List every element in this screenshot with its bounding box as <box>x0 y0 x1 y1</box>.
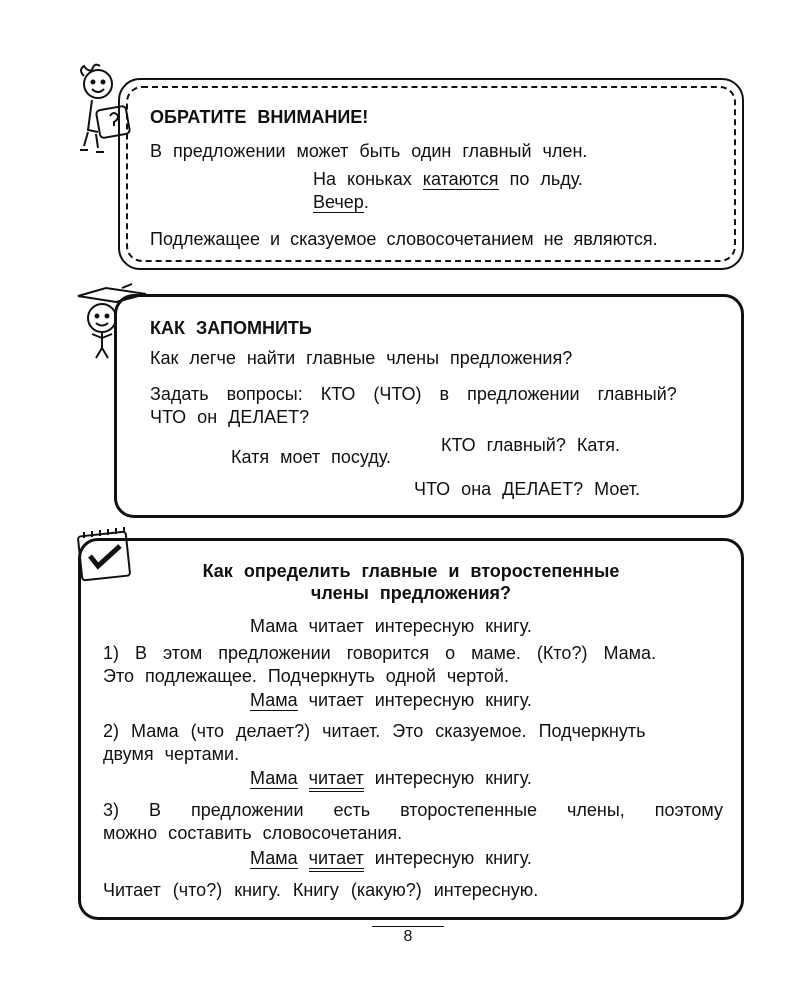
step2-example: Мама читает интересную книгу. <box>250 767 532 789</box>
remember-title: КАК ЗАПОМНИТЬ <box>150 318 312 338</box>
step3-example: Мама читает интересную книгу. <box>250 847 532 869</box>
attention-line-1: В предложении может быть один главный член. <box>150 141 588 161</box>
step3-line-2: можно составить словосочетания. <box>103 823 403 843</box>
page-number: 8 <box>403 928 413 945</box>
step3-line-1: 3) В предложении есть второстепенные члены, поэтому <box>103 800 723 820</box>
step1-line-2: Это подлежащее. Подчеркнуть одной чертой. <box>103 666 509 686</box>
example-word: по льду. <box>509 169 583 189</box>
remember-line-2: Задать вопросы: КТО (ЧТО) в предложении главный? <box>150 384 677 404</box>
subject-underlined: Мама <box>250 848 298 868</box>
subject-underlined: Мама <box>250 768 298 788</box>
method-sentence: Мама читает интересную книгу. <box>250 616 532 636</box>
attention-line-2: Подлежащее и сказуемое словосочетанием не являются. <box>150 229 658 249</box>
step2-line-2: двумя чертами. <box>103 744 240 764</box>
predicate-double-underlined: читает <box>309 848 364 872</box>
step1-line-1: 1) В этом предложении говорится о маме. (Кто?) Мама. <box>103 643 657 663</box>
example-word: На коньках <box>313 169 412 189</box>
method-title-2: члены предложения? <box>310 583 512 603</box>
predicate-underlined: катаются <box>422 169 499 189</box>
page-number-rule <box>372 926 444 927</box>
step2-line-1: 2) Мама (что делает?) читает. Это сказуемое. Подчеркнуть <box>103 721 646 741</box>
subject-underlined: Вечер <box>313 192 364 212</box>
remember-question-2: ЧТО она ДЕЛАЕТ? Моет. <box>414 479 641 499</box>
remember-question-1: КТО главный? Катя. <box>441 435 620 455</box>
step1-example: Мама читает интересную книгу. <box>250 690 532 710</box>
method-final-line: Читает (что?) книгу. Книгу (какую?) интересную. <box>103 880 539 900</box>
remember-line-1: Как легче найти главные члены предложения? <box>150 348 573 368</box>
attention-example-1 <box>313 168 583 190</box>
attention-example-2: Вечер. <box>313 192 369 212</box>
subject-underlined: Мама <box>250 690 298 710</box>
method-title-1: Как определить главные и второстепенные <box>202 561 620 581</box>
attention-title: ОБРАТИТЕ ВНИМАНИЕ! <box>150 107 369 127</box>
remember-line-3: ЧТО он ДЕЛАЕТ? <box>150 407 310 427</box>
remember-example: Катя моет посуду. <box>231 447 391 467</box>
predicate-double-underlined: читает <box>309 768 364 792</box>
